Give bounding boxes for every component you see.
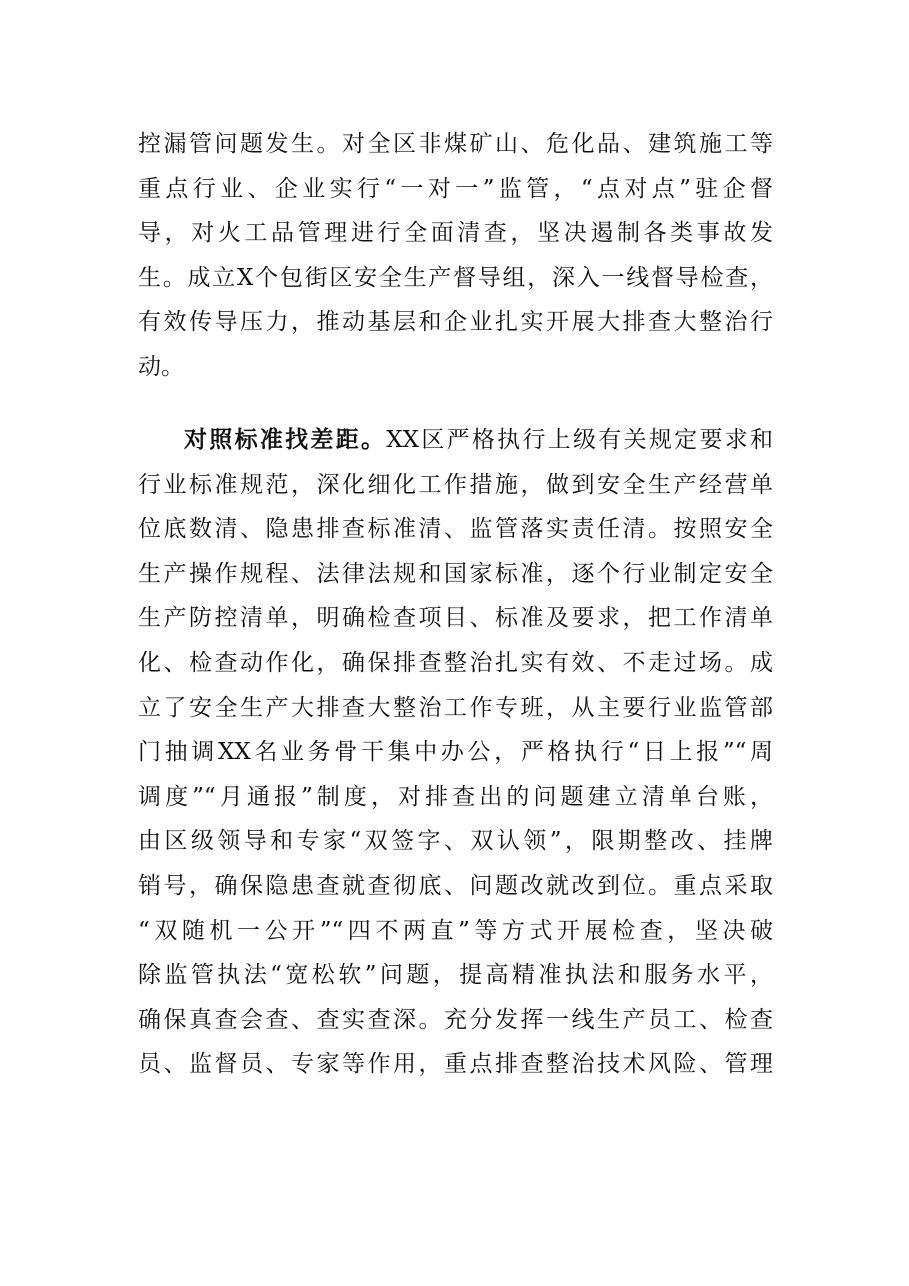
paragraph-line: 调度”“月通报”制度，对排查出的问题建立清单台账， — [138, 783, 773, 810]
paragraph-line: 销号，确保隐患查就查彻底、问题改就改到位。重点采取 — [138, 872, 773, 899]
paragraph-line: 除监管执法“宽松软”问题，提高精准执法和服务水平， — [138, 962, 773, 989]
paragraph-first-line — [138, 418, 773, 463]
paragraph-line: 确保真查会查、查实查深。充分发挥一线生产员工、检查 — [138, 1006, 773, 1033]
paragraph-line: 生产操作规程、法律法规和国家标准，逐个行业制定安全 — [138, 560, 773, 587]
paragraph-line: 生产防控清单，明确检查项目、标准及要求，把工作清单 — [138, 605, 773, 632]
paragraph-line: 由区级领导和专家“双签字、双认领”，限期整改、挂牌 — [138, 828, 773, 855]
paragraph-2 — [138, 418, 773, 1087]
paragraph-line: 重点行业、企业实行“一对一”监管，“点对点”驻企督 — [138, 175, 773, 202]
paragraph-line: 员、监督员、专家等作用，重点排查整治技术风险、管理 — [138, 1051, 773, 1078]
paragraph-line: 位底数清、隐患排查标准清、监管落实责任清。按照安全 — [138, 516, 773, 543]
paragraph-line: 控漏管问题发生。对全区非煤矿山、危化品、建筑施工等 — [138, 131, 773, 157]
paragraph-line: 门抽调XX名业务骨干集中办公，严格执行“日上报”“周 — [138, 739, 773, 766]
paragraph-heading: 对照标准找差距。 — [184, 427, 387, 453]
paragraph-line: 导，对火工品管理进行全面清查，坚决遏制各类事故发 — [138, 220, 773, 247]
paragraph-line: 生。成立X个包街区安全生产督导组，深入一线督导检查， — [138, 264, 773, 291]
paragraph-1 — [138, 122, 773, 390]
paragraph-line: 有效传导压力，推动基层和企业扎实开展大排查大整治行 — [138, 309, 773, 336]
paragraph-line: 动。 — [138, 353, 184, 380]
paragraph-line: 行业标准规范，深化细化工作措施，做到安全生产经营单 — [138, 471, 773, 498]
paragraph-line: “双随机一公开”“四不两直”等方式开展检查，坚决破 — [138, 917, 773, 944]
paragraph-line: 立了安全生产大排查大整治工作专班，从主要行业监管部 — [138, 694, 773, 721]
paragraph-line: 化、检查动作化，确保排查整治扎实有效、不走过场。成 — [138, 649, 773, 676]
paragraph-first-line-text: XX区严格执行上级有关规定要求和 — [386, 427, 774, 453]
